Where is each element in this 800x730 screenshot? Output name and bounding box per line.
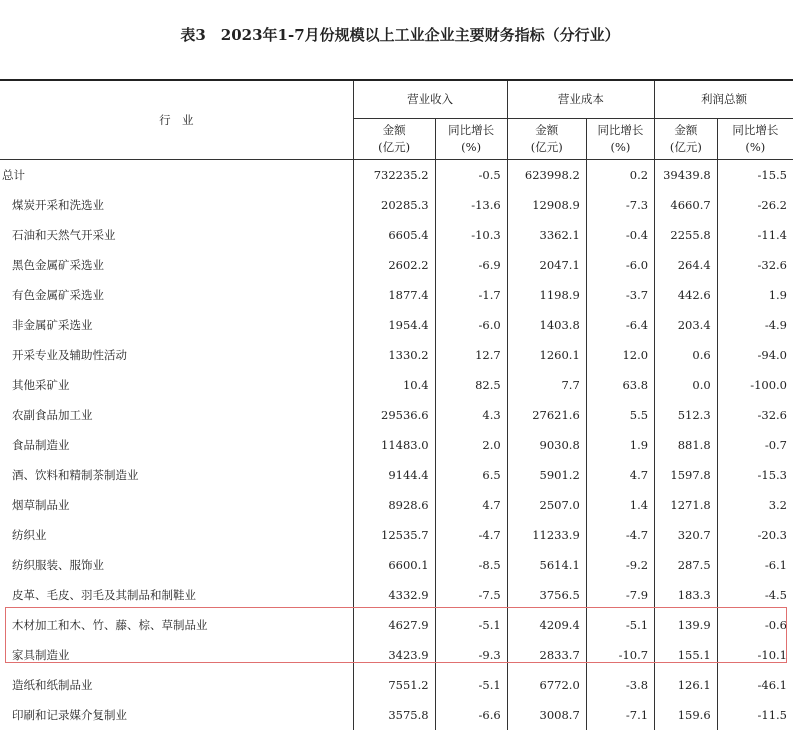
amount-subheader: [655, 119, 718, 160]
industry-name: 木材加工和木、竹、藤、棕、草制品业: [12, 618, 208, 632]
cost-amount: 6772.0: [507, 670, 586, 700]
revenue-amount: 4627.9: [353, 610, 435, 640]
revenue-growth: -9.3: [435, 640, 507, 670]
cost-amount: 2507.0: [507, 490, 586, 520]
revenue-amount: 20285.3: [353, 190, 435, 220]
revenue-growth: -6.0: [435, 310, 507, 340]
cost-amount: 2833.7: [507, 640, 586, 670]
profit-growth: -15.3: [717, 460, 793, 490]
profit-growth: -20.3: [717, 520, 793, 550]
subheader-label: 同比增长: [448, 123, 495, 137]
profit-growth: 1.9: [717, 280, 793, 310]
cost-growth: -6.4: [586, 310, 654, 340]
revenue-amount: 4332.9: [353, 580, 435, 610]
industry-name: 食品制造业: [12, 438, 70, 452]
table-row: [0, 700, 793, 730]
industry-name: 纺织服装、服饰业: [12, 558, 104, 572]
profit-amount: 512.3: [655, 400, 718, 430]
cost-amount: 9030.8: [507, 430, 586, 460]
cost-growth: -4.7: [586, 520, 654, 550]
table-row: [0, 340, 793, 370]
cost-growth: -7.1: [586, 700, 654, 730]
revenue-growth: -1.7: [435, 280, 507, 310]
table-row: [0, 610, 793, 640]
revenue-amount: 1330.2: [353, 340, 435, 370]
table-row: [0, 640, 793, 670]
profit-amount: 139.9: [655, 610, 718, 640]
revenue-amount: 6605.4: [353, 220, 435, 250]
cost-growth: -7.9: [586, 580, 654, 610]
industry-name: 酒、饮料和精制茶制造业: [12, 468, 139, 482]
profit-growth: -4.9: [717, 310, 793, 340]
revenue-growth: -8.5: [435, 550, 507, 580]
revenue-growth: -5.1: [435, 610, 507, 640]
cost-growth: -3.8: [586, 670, 654, 700]
profit-amount: 442.6: [655, 280, 718, 310]
revenue-amount: 12535.7: [353, 520, 435, 550]
cost-amount: 4209.4: [507, 610, 586, 640]
cost-amount: 1403.8: [507, 310, 586, 340]
industry-name: 农副食品加工业: [12, 408, 93, 422]
industry-name: 石油和天然气开采业: [12, 228, 116, 242]
cost-growth: 1.9: [586, 430, 654, 460]
cost-amount: 623998.2: [507, 160, 586, 191]
cost-header: 营业成本: [507, 80, 654, 119]
profit-growth: -15.5: [717, 160, 793, 191]
cost-growth: 12.0: [586, 340, 654, 370]
cost-amount: 5901.2: [507, 460, 586, 490]
subheader-unit: (亿元): [669, 140, 702, 154]
table-row: [0, 250, 793, 280]
revenue-growth: -13.6: [435, 190, 507, 220]
revenue-amount: 8928.6: [353, 490, 435, 520]
cost-growth: -9.2: [586, 550, 654, 580]
profit-amount: 203.4: [655, 310, 718, 340]
revenue-amount: 7551.2: [353, 670, 435, 700]
cost-amount: 7.7: [507, 370, 586, 400]
cost-growth: -7.3: [586, 190, 654, 220]
cost-growth: 4.7: [586, 460, 654, 490]
revenue-growth: 6.5: [435, 460, 507, 490]
revenue-growth: -10.3: [435, 220, 507, 250]
cost-growth: 63.8: [586, 370, 654, 400]
profit-amount: 159.6: [655, 700, 718, 730]
cost-amount: 3362.1: [507, 220, 586, 250]
table-row: [0, 400, 793, 430]
subheader-label: 同比增长: [597, 123, 644, 137]
revenue-growth: 12.7: [435, 340, 507, 370]
profit-amount: 126.1: [655, 670, 718, 700]
industry-name: 总计: [2, 168, 25, 182]
table-row: [0, 460, 793, 490]
profit-amount: 155.1: [655, 640, 718, 670]
revenue-header: 营业收入: [353, 80, 507, 119]
industry-name: 印刷和记录媒介复制业: [12, 708, 127, 722]
cost-growth: -10.7: [586, 640, 654, 670]
profit-growth: -11.5: [717, 700, 793, 730]
cost-growth: -0.4: [586, 220, 654, 250]
table-row: [0, 280, 793, 310]
profit-growth: -100.0: [717, 370, 793, 400]
cost-growth: 0.2: [586, 160, 654, 191]
subheader-unit: (%): [610, 140, 631, 154]
amount-subheader: [353, 119, 435, 160]
industry-name: 家具制造业: [12, 648, 70, 662]
profit-header: 利润总额: [655, 80, 793, 119]
revenue-growth: 4.3: [435, 400, 507, 430]
profit-growth: -94.0: [717, 340, 793, 370]
industry-name: 纺织业: [12, 528, 47, 542]
revenue-amount: 1877.4: [353, 280, 435, 310]
profit-amount: 1271.8: [655, 490, 718, 520]
industry-header: 行 业: [0, 80, 353, 160]
profit-amount: 2255.8: [655, 220, 718, 250]
industry-name: 烟草制品业: [12, 498, 70, 512]
cost-growth: -6.0: [586, 250, 654, 280]
profit-growth: -0.7: [717, 430, 793, 460]
cost-amount: 1198.9: [507, 280, 586, 310]
profit-amount: 0.6: [655, 340, 718, 370]
industry-name: 有色金属矿采选业: [12, 288, 104, 302]
revenue-amount: 2602.2: [353, 250, 435, 280]
cost-growth: -3.7: [586, 280, 654, 310]
revenue-growth: -6.9: [435, 250, 507, 280]
profit-growth: 3.2: [717, 490, 793, 520]
profit-growth: -4.5: [717, 580, 793, 610]
industry-name: 非金属矿采选业: [12, 318, 93, 332]
cost-amount: 27621.6: [507, 400, 586, 430]
profit-growth: -32.6: [717, 250, 793, 280]
profit-amount: 320.7: [655, 520, 718, 550]
subheader-label: 金额: [535, 123, 559, 137]
table-row: [0, 310, 793, 340]
profit-amount: 39439.8: [655, 160, 718, 191]
amount-subheader: [507, 119, 586, 160]
profit-growth: -0.6: [717, 610, 793, 640]
revenue-growth: 2.0: [435, 430, 507, 460]
subheader-unit: (%): [461, 140, 482, 154]
revenue-growth: -4.7: [435, 520, 507, 550]
industry-name: 皮革、毛皮、羽毛及其制品和制鞋业: [12, 588, 196, 602]
financial-indicators-table: [0, 79, 793, 730]
cost-amount: 2047.1: [507, 250, 586, 280]
revenue-amount: 3423.9: [353, 640, 435, 670]
profit-amount: 183.3: [655, 580, 718, 610]
subheader-unit: (亿元): [378, 140, 411, 154]
revenue-amount: 10.4: [353, 370, 435, 400]
revenue-amount: 732235.2: [353, 160, 435, 191]
table-row: [0, 160, 793, 191]
revenue-growth: 4.7: [435, 490, 507, 520]
table-row: [0, 670, 793, 700]
subheader-label: 金额: [674, 123, 698, 137]
revenue-growth: -0.5: [435, 160, 507, 191]
industry-name: 黑色金属矿采选业: [12, 258, 104, 272]
profit-growth: -10.1: [717, 640, 793, 670]
table-row: [0, 370, 793, 400]
revenue-growth: -6.6: [435, 700, 507, 730]
industry-name: 开采专业及辅助性活动: [12, 348, 127, 362]
profit-amount: 881.8: [655, 430, 718, 460]
profit-amount: 264.4: [655, 250, 718, 280]
table-row: [0, 580, 793, 610]
industry-name: 煤炭开采和洗选业: [12, 198, 104, 212]
cost-amount: 12908.9: [507, 190, 586, 220]
cost-growth: 5.5: [586, 400, 654, 430]
subheader-unit: (%): [745, 140, 766, 154]
profit-growth: -26.2: [717, 190, 793, 220]
revenue-amount: 11483.0: [353, 430, 435, 460]
revenue-amount: 1954.4: [353, 310, 435, 340]
profit-growth: -6.1: [717, 550, 793, 580]
table-title: 表3 2023年1-7月份规模以上工业企业主要财务指标（分行业）: [180, 26, 620, 44]
industry-name: 其他采矿业: [12, 378, 70, 392]
table-row: [0, 430, 793, 460]
subheader-label: 金额: [382, 123, 406, 137]
subheader-unit: (亿元): [530, 140, 563, 154]
table-row: [0, 490, 793, 520]
cost-growth: 1.4: [586, 490, 654, 520]
profit-growth: -32.6: [717, 400, 793, 430]
profit-amount: 4660.7: [655, 190, 718, 220]
cost-amount: 5614.1: [507, 550, 586, 580]
growth-subheader: [717, 119, 793, 160]
cost-amount: 11233.9: [507, 520, 586, 550]
profit-growth: -46.1: [717, 670, 793, 700]
profit-amount: 1597.8: [655, 460, 718, 490]
table-row: [0, 550, 793, 580]
cost-growth: -5.1: [586, 610, 654, 640]
table-row: [0, 190, 793, 220]
cost-amount: 1260.1: [507, 340, 586, 370]
table-row: [0, 520, 793, 550]
revenue-growth: 82.5: [435, 370, 507, 400]
industry-name: 造纸和纸制品业: [12, 678, 93, 692]
revenue-growth: -5.1: [435, 670, 507, 700]
growth-subheader: [435, 119, 507, 160]
profit-amount: 0.0: [655, 370, 718, 400]
revenue-amount: 6600.1: [353, 550, 435, 580]
revenue-amount: 9144.4: [353, 460, 435, 490]
table-row: [0, 220, 793, 250]
profit-growth: -11.4: [717, 220, 793, 250]
profit-amount: 287.5: [655, 550, 718, 580]
cost-amount: 3756.5: [507, 580, 586, 610]
subheader-label: 同比增长: [732, 123, 779, 137]
revenue-amount: 3575.8: [353, 700, 435, 730]
revenue-growth: -7.5: [435, 580, 507, 610]
revenue-amount: 29536.6: [353, 400, 435, 430]
cost-amount: 3008.7: [507, 700, 586, 730]
growth-subheader: [586, 119, 654, 160]
